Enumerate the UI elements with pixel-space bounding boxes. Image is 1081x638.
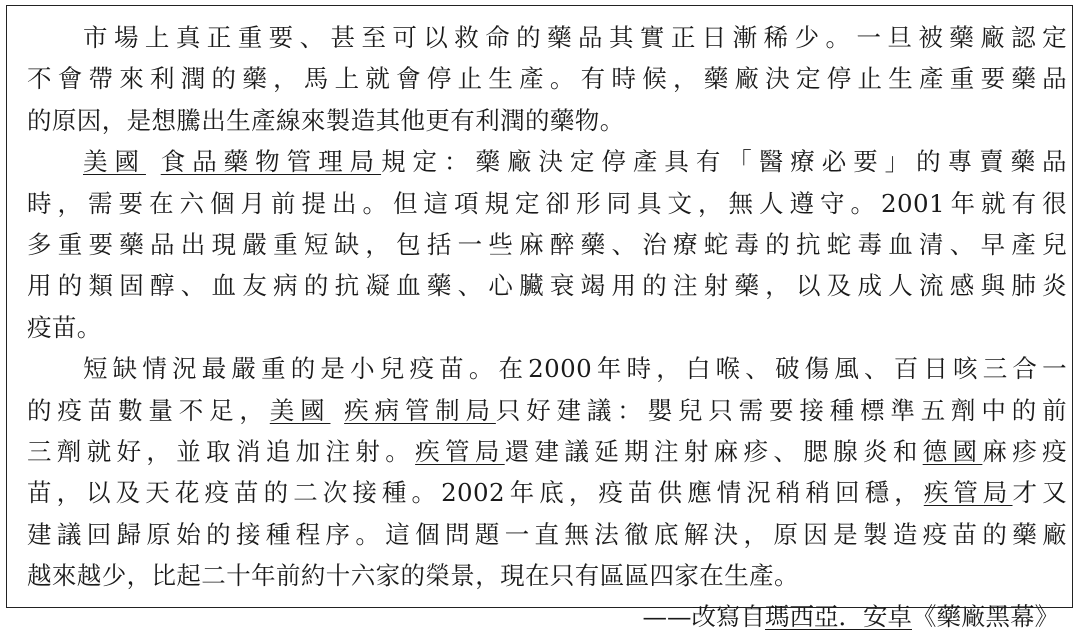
paragraph-3-line-2-a: 的疫苗數量不足，	[27, 395, 270, 425]
source-citation	[27, 596, 1067, 637]
paragraph-3-line-5: 建議回歸原始的接種程序。這個問題一直無法徹底解決，原因是製造疫苗的藥廠	[27, 519, 1067, 549]
paragraph-2-line-4: 用的類固醇、血友病的抗凝血藥、心臟衰竭用的注射藥，以及成人流感與肺炎	[27, 271, 1067, 301]
passage-text	[27, 17, 1067, 638]
paragraph-1-line-2: 不會帶來利潤的藥，馬上就會停止生產。有時候，藥廠決定停止生產重要藥品	[27, 64, 1067, 94]
paragraph-3-line-3-b: 還建議延期注射麻疹、腮腺炎和	[504, 436, 923, 466]
paragraph-2-line-1	[27, 141, 1067, 182]
place-name-usa: 美國	[83, 147, 146, 177]
paragraph-2-line-2: 時，需要在六個月前提出。但這項規定卻形同具文，無人遵守。2001年就有很	[27, 188, 1067, 218]
paragraph-3-line-3	[27, 431, 1067, 472]
paragraph-3-line-3-a: 三劑就好，並取消追加注射。	[27, 436, 416, 466]
paragraph-3-line-6: 越來越少，比起二十年前約十六家的榮景，現在只有區區四家在生產。	[27, 561, 799, 591]
spacer	[330, 396, 344, 425]
spacer	[146, 147, 161, 176]
place-name-germany: 德國	[922, 436, 983, 466]
paragraph-3-line-2-b: 只好建議：嬰兒只需要接種標準五劑中的前	[495, 395, 1067, 425]
author-name: 瑪西亞．安卓	[765, 602, 912, 632]
paragraph-1-line-3: 的原因，是想騰出生產線來製造其他更有利潤的藥物。	[27, 105, 625, 135]
paragraph-2-line-1-rest: 規定：藥廠決定停產具有「醫療必要」的專賣藥品	[381, 147, 1067, 177]
paragraph-3-line-3-c: 麻疹疫	[982, 436, 1068, 466]
paragraph-3-line-4	[27, 472, 1067, 513]
paragraph-1-line-1: 市場上真正重要、甚至可以救命的藥品其實正日漸稀少。一旦被藥廠認定	[83, 23, 1067, 52]
org-name-fda: 食品藥物管理局	[160, 147, 382, 177]
org-name-cdc-short-2: 疾管局	[923, 478, 1013, 508]
paragraph-3-line-2	[27, 390, 1067, 431]
org-name-cdc: 疾病管制局	[344, 395, 496, 425]
book-title: 《藥廠黑幕》	[912, 602, 1059, 632]
paragraph-3-line-4-a: 苗，以及天花疫苗的二次接種。2002年底，疫苗供應情況稍稍回穩，	[27, 478, 924, 508]
paragraph-3-line-4-b: 才又	[1012, 478, 1067, 508]
place-name-usa-2: 美國	[269, 395, 331, 425]
paragraph-2-line-3: 多重要藥品出現嚴重短缺，包括一些麻醉藥、治療蛇毒的抗蛇毒血清、早產兒	[27, 229, 1067, 259]
org-name-cdc-short: 疾管局	[415, 436, 505, 466]
source-prefix: ——改寫自	[642, 602, 765, 632]
paragraph-2-line-5: 疫苗。	[27, 312, 102, 342]
passage-frame	[6, 5, 1073, 632]
paragraph-3-line-1: 短缺情況最嚴重的是小兒疫苗。在2000年時，白喉、破傷風、百日咳三合一	[83, 354, 1067, 384]
